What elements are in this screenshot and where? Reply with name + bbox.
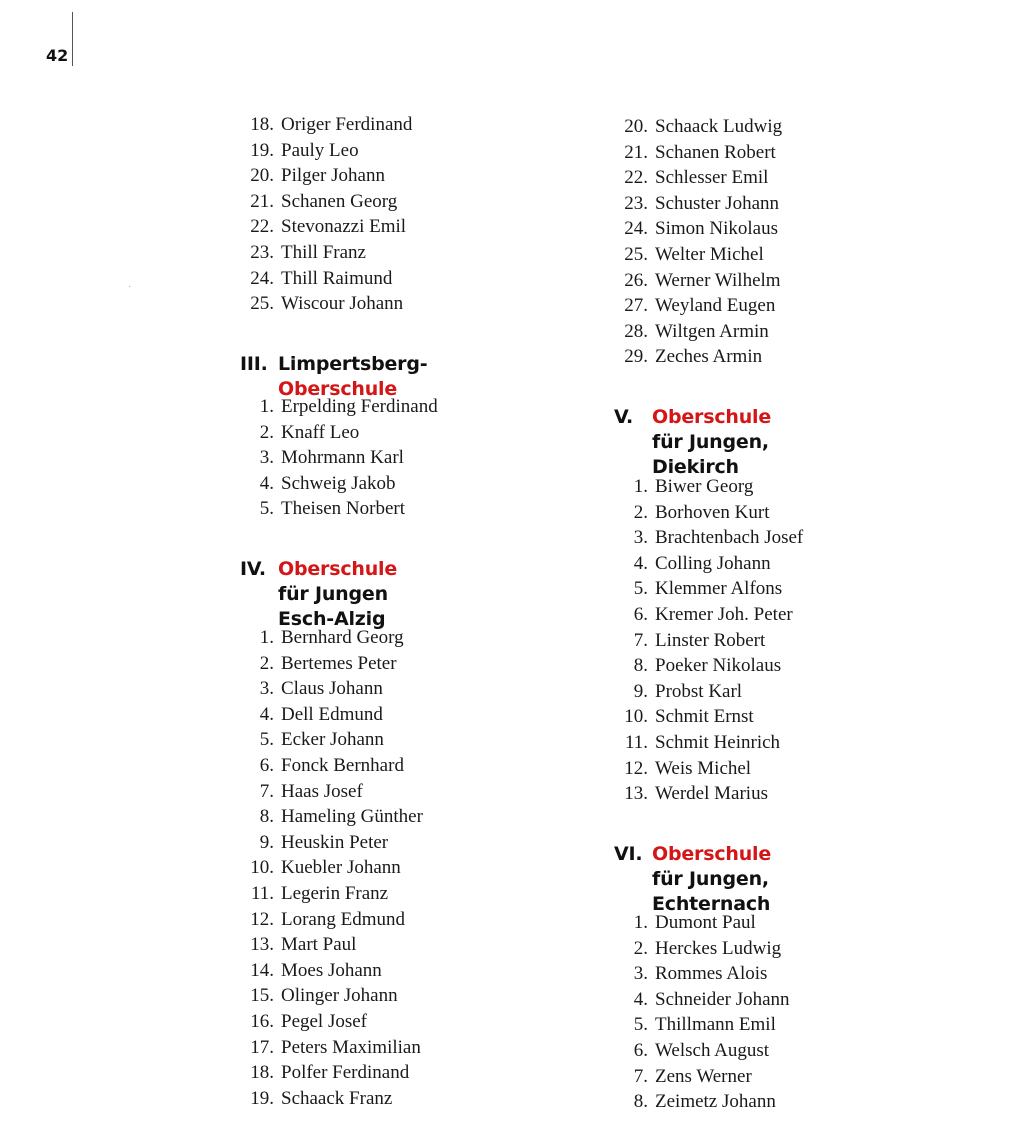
list-item-name: Lorang Edmund bbox=[281, 908, 406, 930]
list-item-number: 21. bbox=[624, 141, 648, 163]
list-item bbox=[240, 830, 423, 856]
list-item-number: 3. bbox=[633, 527, 648, 549]
list-item-number: 1. bbox=[633, 476, 648, 497]
section-title-line2: Echternach bbox=[652, 893, 771, 915]
list-item bbox=[240, 138, 412, 164]
list-item-number: 29. bbox=[624, 346, 648, 368]
list-item bbox=[614, 474, 803, 500]
list-item bbox=[240, 1060, 423, 1086]
name-list-continued-left bbox=[240, 112, 412, 317]
list-item-name: Welsch August bbox=[655, 1039, 770, 1061]
list-item-name: Pauly Leo bbox=[281, 139, 359, 161]
list-item bbox=[614, 961, 790, 987]
list-item bbox=[240, 702, 423, 728]
section-title-highlight: Oberschule bbox=[652, 843, 772, 865]
name-list-section-vi bbox=[614, 910, 790, 1115]
list-item bbox=[240, 445, 438, 471]
list-item bbox=[614, 987, 790, 1013]
section-roman-numeral: V. bbox=[614, 406, 634, 428]
scan-speck: · bbox=[128, 282, 132, 293]
list-item-name: Schmit Ernst bbox=[655, 706, 754, 728]
list-item-number: 26. bbox=[624, 269, 648, 291]
list-item-name: Ecker Johann bbox=[281, 729, 384, 751]
list-item-name: Bernhard Georg bbox=[281, 627, 404, 648]
list-item-name: Thill Franz bbox=[281, 241, 366, 263]
list-item-number: 7. bbox=[259, 780, 274, 802]
list-item-number: 2. bbox=[633, 501, 648, 523]
list-item bbox=[240, 932, 423, 958]
section-roman-numeral: VI. bbox=[614, 843, 643, 865]
margin-rule bbox=[72, 12, 73, 66]
list-item-name: Poeker Nikolaus bbox=[655, 655, 782, 677]
list-item-name: Bertemes Peter bbox=[281, 652, 397, 674]
list-item bbox=[240, 1009, 423, 1035]
list-item-number: 22. bbox=[624, 167, 648, 189]
list-item-name: Claus Johann bbox=[281, 678, 383, 700]
list-item-name: Thill Raimund bbox=[281, 267, 393, 289]
name-list-section-iv bbox=[240, 625, 423, 1111]
list-item-number: 5. bbox=[259, 498, 274, 520]
list-item-number: 6. bbox=[633, 1039, 648, 1061]
list-item-name: Peters Maximilian bbox=[281, 1036, 421, 1058]
list-item-name: Brachtenbach Josef bbox=[655, 527, 804, 549]
list-item-name: Mart Paul bbox=[281, 934, 357, 956]
list-item bbox=[240, 266, 412, 292]
list-item-number: 24. bbox=[624, 218, 648, 240]
list-item-name: Weis Michel bbox=[655, 757, 752, 779]
list-item-number: 7. bbox=[633, 1065, 648, 1087]
name-list-section-v bbox=[614, 474, 803, 807]
section-title: Limpertsberg- bbox=[278, 353, 428, 375]
list-item bbox=[614, 756, 803, 782]
list-item bbox=[240, 420, 438, 446]
list-item bbox=[240, 112, 412, 138]
list-item-name: Wiscour Johann bbox=[281, 293, 404, 315]
list-item bbox=[240, 804, 423, 830]
name-list-continued-right bbox=[614, 114, 782, 370]
list-item-number: 9. bbox=[259, 831, 274, 853]
list-item-name: Schanen Robert bbox=[655, 141, 776, 163]
list-item-name: Heuskin Peter bbox=[281, 831, 389, 853]
list-item-name: Dumont Paul bbox=[655, 912, 756, 933]
list-item bbox=[614, 1089, 790, 1115]
list-item-name: Kremer Joh. Peter bbox=[655, 603, 793, 625]
list-item bbox=[240, 727, 423, 753]
list-item-name: Moes Johann bbox=[281, 959, 382, 981]
list-item-number: 14. bbox=[250, 959, 274, 981]
section-title-line2: Diekirch bbox=[652, 456, 739, 478]
list-item-number: 12. bbox=[250, 908, 274, 930]
list-item-number: 25. bbox=[250, 293, 274, 315]
list-item-number: 4. bbox=[633, 552, 648, 574]
list-item-name: Legerin Franz bbox=[281, 882, 389, 904]
list-item-name: Schaack Franz bbox=[281, 1087, 393, 1109]
list-item-name: Zeimetz Johann bbox=[655, 1091, 776, 1113]
list-item-name: Zens Werner bbox=[655, 1065, 752, 1087]
list-item-name: Schlesser Emil bbox=[655, 167, 769, 189]
list-item bbox=[240, 1086, 423, 1112]
section-title-highlight: Oberschule bbox=[278, 378, 398, 400]
list-item bbox=[614, 114, 782, 140]
list-item-number: 27. bbox=[624, 295, 648, 317]
list-item-name: Simon Nikolaus bbox=[655, 218, 778, 240]
list-item-name: Erpelding Ferdinand bbox=[281, 396, 438, 417]
list-item-name: Zeches Armin bbox=[655, 346, 763, 368]
list-item bbox=[614, 730, 803, 756]
list-item bbox=[614, 344, 782, 370]
list-item bbox=[240, 881, 423, 907]
list-item bbox=[614, 1012, 790, 1038]
list-item-number: 18. bbox=[250, 1062, 274, 1084]
list-item-number: 2. bbox=[633, 937, 648, 959]
list-item bbox=[614, 551, 803, 577]
list-item bbox=[240, 189, 412, 215]
list-item-number: 15. bbox=[250, 985, 274, 1007]
list-item-number: 5. bbox=[633, 578, 648, 600]
list-item-name: Biwer Georg bbox=[655, 476, 754, 497]
list-item-number: 16. bbox=[250, 1010, 274, 1032]
list-item-number: 20. bbox=[250, 165, 274, 187]
list-item-number: 22. bbox=[250, 216, 274, 238]
list-item bbox=[614, 500, 803, 526]
list-item-number: 6. bbox=[633, 603, 648, 625]
list-item-number: 1. bbox=[259, 627, 274, 648]
list-item-number: 21. bbox=[250, 190, 274, 212]
list-item-name: Colling Johann bbox=[655, 552, 771, 574]
section-heading-v bbox=[614, 405, 771, 480]
list-item-name: Herckes Ludwig bbox=[655, 937, 782, 959]
section-title: für Jungen, bbox=[652, 431, 769, 453]
list-item-number: 19. bbox=[250, 139, 274, 161]
list-item bbox=[614, 191, 782, 217]
list-item-number: 20. bbox=[624, 116, 648, 137]
list-item bbox=[614, 1064, 790, 1090]
list-item-number: 11. bbox=[624, 731, 648, 753]
list-item-name: Thillmann Emil bbox=[655, 1014, 776, 1036]
list-item-name: Schneider Johann bbox=[655, 988, 790, 1010]
list-item bbox=[614, 293, 782, 319]
list-item-number: 18. bbox=[250, 114, 274, 135]
list-item bbox=[240, 983, 423, 1009]
list-item-number: 6. bbox=[259, 754, 274, 776]
section-heading-iv bbox=[240, 557, 397, 632]
list-item-name: Mohrmann Karl bbox=[281, 447, 404, 469]
list-item-name: Polfer Ferdinand bbox=[281, 1062, 410, 1084]
name-list-section-iii bbox=[240, 394, 438, 522]
list-item bbox=[614, 1038, 790, 1064]
section-title-line2: Esch-Alzig bbox=[278, 608, 386, 630]
list-item-name: Olinger Johann bbox=[281, 985, 398, 1007]
list-item-number: 2. bbox=[259, 652, 274, 674]
list-item-name: Theisen Norbert bbox=[281, 498, 405, 520]
list-item-name: Origer Ferdinand bbox=[281, 114, 413, 135]
list-item bbox=[614, 242, 782, 268]
list-item bbox=[614, 525, 803, 551]
list-item-name: Wiltgen Armin bbox=[655, 320, 769, 342]
list-item-name: Klemmer Alfons bbox=[655, 578, 783, 600]
list-item bbox=[614, 781, 803, 807]
list-item bbox=[614, 628, 803, 654]
section-title: für Jungen bbox=[278, 583, 388, 605]
list-item bbox=[240, 1035, 423, 1061]
list-item-number: 23. bbox=[250, 241, 274, 263]
list-item-number: 1. bbox=[259, 396, 274, 417]
list-item-name: Welter Michel bbox=[655, 243, 764, 265]
section-roman-numeral: III. bbox=[240, 353, 268, 375]
list-item bbox=[240, 958, 423, 984]
list-item-number: 13. bbox=[250, 934, 274, 956]
list-item-number: 10. bbox=[624, 706, 648, 728]
list-item-number: 5. bbox=[633, 1014, 648, 1036]
list-item-number: 25. bbox=[624, 243, 648, 265]
list-item-name: Werner Wilhelm bbox=[655, 269, 781, 291]
list-item bbox=[240, 394, 438, 420]
section-title-highlight: Oberschule bbox=[652, 406, 772, 428]
list-item-number: 12. bbox=[624, 757, 648, 779]
list-item bbox=[240, 625, 423, 651]
list-item-number: 11. bbox=[250, 882, 274, 904]
list-item-number: 13. bbox=[624, 783, 648, 805]
list-item bbox=[240, 753, 423, 779]
list-item-number: 2. bbox=[259, 421, 274, 443]
list-item-number: 24. bbox=[250, 267, 274, 289]
list-item-name: Linster Robert bbox=[655, 629, 766, 651]
list-item-number: 3. bbox=[633, 963, 648, 985]
list-item-name: Werdel Marius bbox=[655, 783, 768, 805]
list-item bbox=[240, 291, 412, 317]
list-item-name: Fonck Bernhard bbox=[281, 754, 404, 776]
list-item-name: Stevonazzi Emil bbox=[281, 216, 407, 238]
list-item-name: Schanen Georg bbox=[281, 190, 398, 212]
list-item bbox=[240, 240, 412, 266]
section-heading-vi bbox=[614, 842, 771, 917]
list-item-number: 8. bbox=[633, 1091, 648, 1113]
list-item bbox=[240, 214, 412, 240]
list-item-number: 5. bbox=[259, 729, 274, 751]
list-item-name: Dell Edmund bbox=[281, 703, 383, 725]
list-item-number: 10. bbox=[250, 857, 274, 879]
list-item-name: Pegel Josef bbox=[281, 1010, 368, 1032]
list-item-name: Rommes Alois bbox=[655, 963, 768, 985]
list-item-name: Probst Karl bbox=[655, 680, 743, 702]
list-item-number: 19. bbox=[250, 1087, 274, 1109]
list-item-number: 3. bbox=[259, 447, 274, 469]
list-item bbox=[240, 651, 423, 677]
list-item bbox=[240, 855, 423, 881]
list-item bbox=[614, 936, 790, 962]
list-item-name: Weyland Eugen bbox=[655, 295, 776, 317]
list-item bbox=[240, 676, 423, 702]
list-item bbox=[614, 653, 803, 679]
list-item bbox=[614, 216, 782, 242]
list-item-number: 3. bbox=[259, 678, 274, 700]
list-item-number: 4. bbox=[259, 703, 274, 725]
list-item bbox=[614, 268, 782, 294]
list-item-number: 8. bbox=[633, 655, 648, 677]
list-item bbox=[614, 165, 782, 191]
list-item-name: Schaack Ludwig bbox=[655, 116, 783, 137]
section-title-highlight: Oberschule bbox=[278, 558, 398, 580]
list-item-number: 28. bbox=[624, 320, 648, 342]
list-item bbox=[240, 471, 438, 497]
list-item-name: Knaff Leo bbox=[281, 421, 360, 443]
list-item-name: Kuebler Johann bbox=[281, 857, 401, 879]
list-item bbox=[240, 496, 438, 522]
list-item bbox=[614, 602, 803, 628]
list-item bbox=[614, 140, 782, 166]
list-item-number: 9. bbox=[633, 680, 648, 702]
list-item-number: 7. bbox=[633, 629, 648, 651]
list-item bbox=[240, 779, 423, 805]
list-item bbox=[614, 704, 803, 730]
list-item-number: 1. bbox=[633, 912, 648, 933]
list-item bbox=[614, 319, 782, 345]
list-item-name: Schuster Johann bbox=[655, 192, 780, 214]
list-item-number: 17. bbox=[250, 1036, 274, 1058]
list-item bbox=[240, 163, 412, 189]
list-item bbox=[240, 907, 423, 933]
list-item-number: 4. bbox=[633, 988, 648, 1010]
list-item-name: Haas Josef bbox=[281, 780, 363, 802]
list-item-name: Schmit Heinrich bbox=[655, 731, 781, 753]
section-title: für Jungen, bbox=[652, 868, 769, 890]
list-item-name: Hameling Günther bbox=[281, 806, 423, 828]
list-item-name: Pilger Johann bbox=[281, 165, 385, 187]
list-item-name: Schweig Jakob bbox=[281, 472, 396, 494]
list-item-number: 8. bbox=[259, 806, 274, 828]
section-roman-numeral: IV. bbox=[240, 558, 266, 580]
list-item-number: 4. bbox=[259, 472, 274, 494]
list-item-name: Borhoven Kurt bbox=[655, 501, 770, 523]
list-item bbox=[614, 679, 803, 705]
list-item bbox=[614, 576, 803, 602]
page-number: 42 bbox=[46, 46, 69, 65]
list-item bbox=[614, 910, 790, 936]
list-item-number: 23. bbox=[624, 192, 648, 214]
